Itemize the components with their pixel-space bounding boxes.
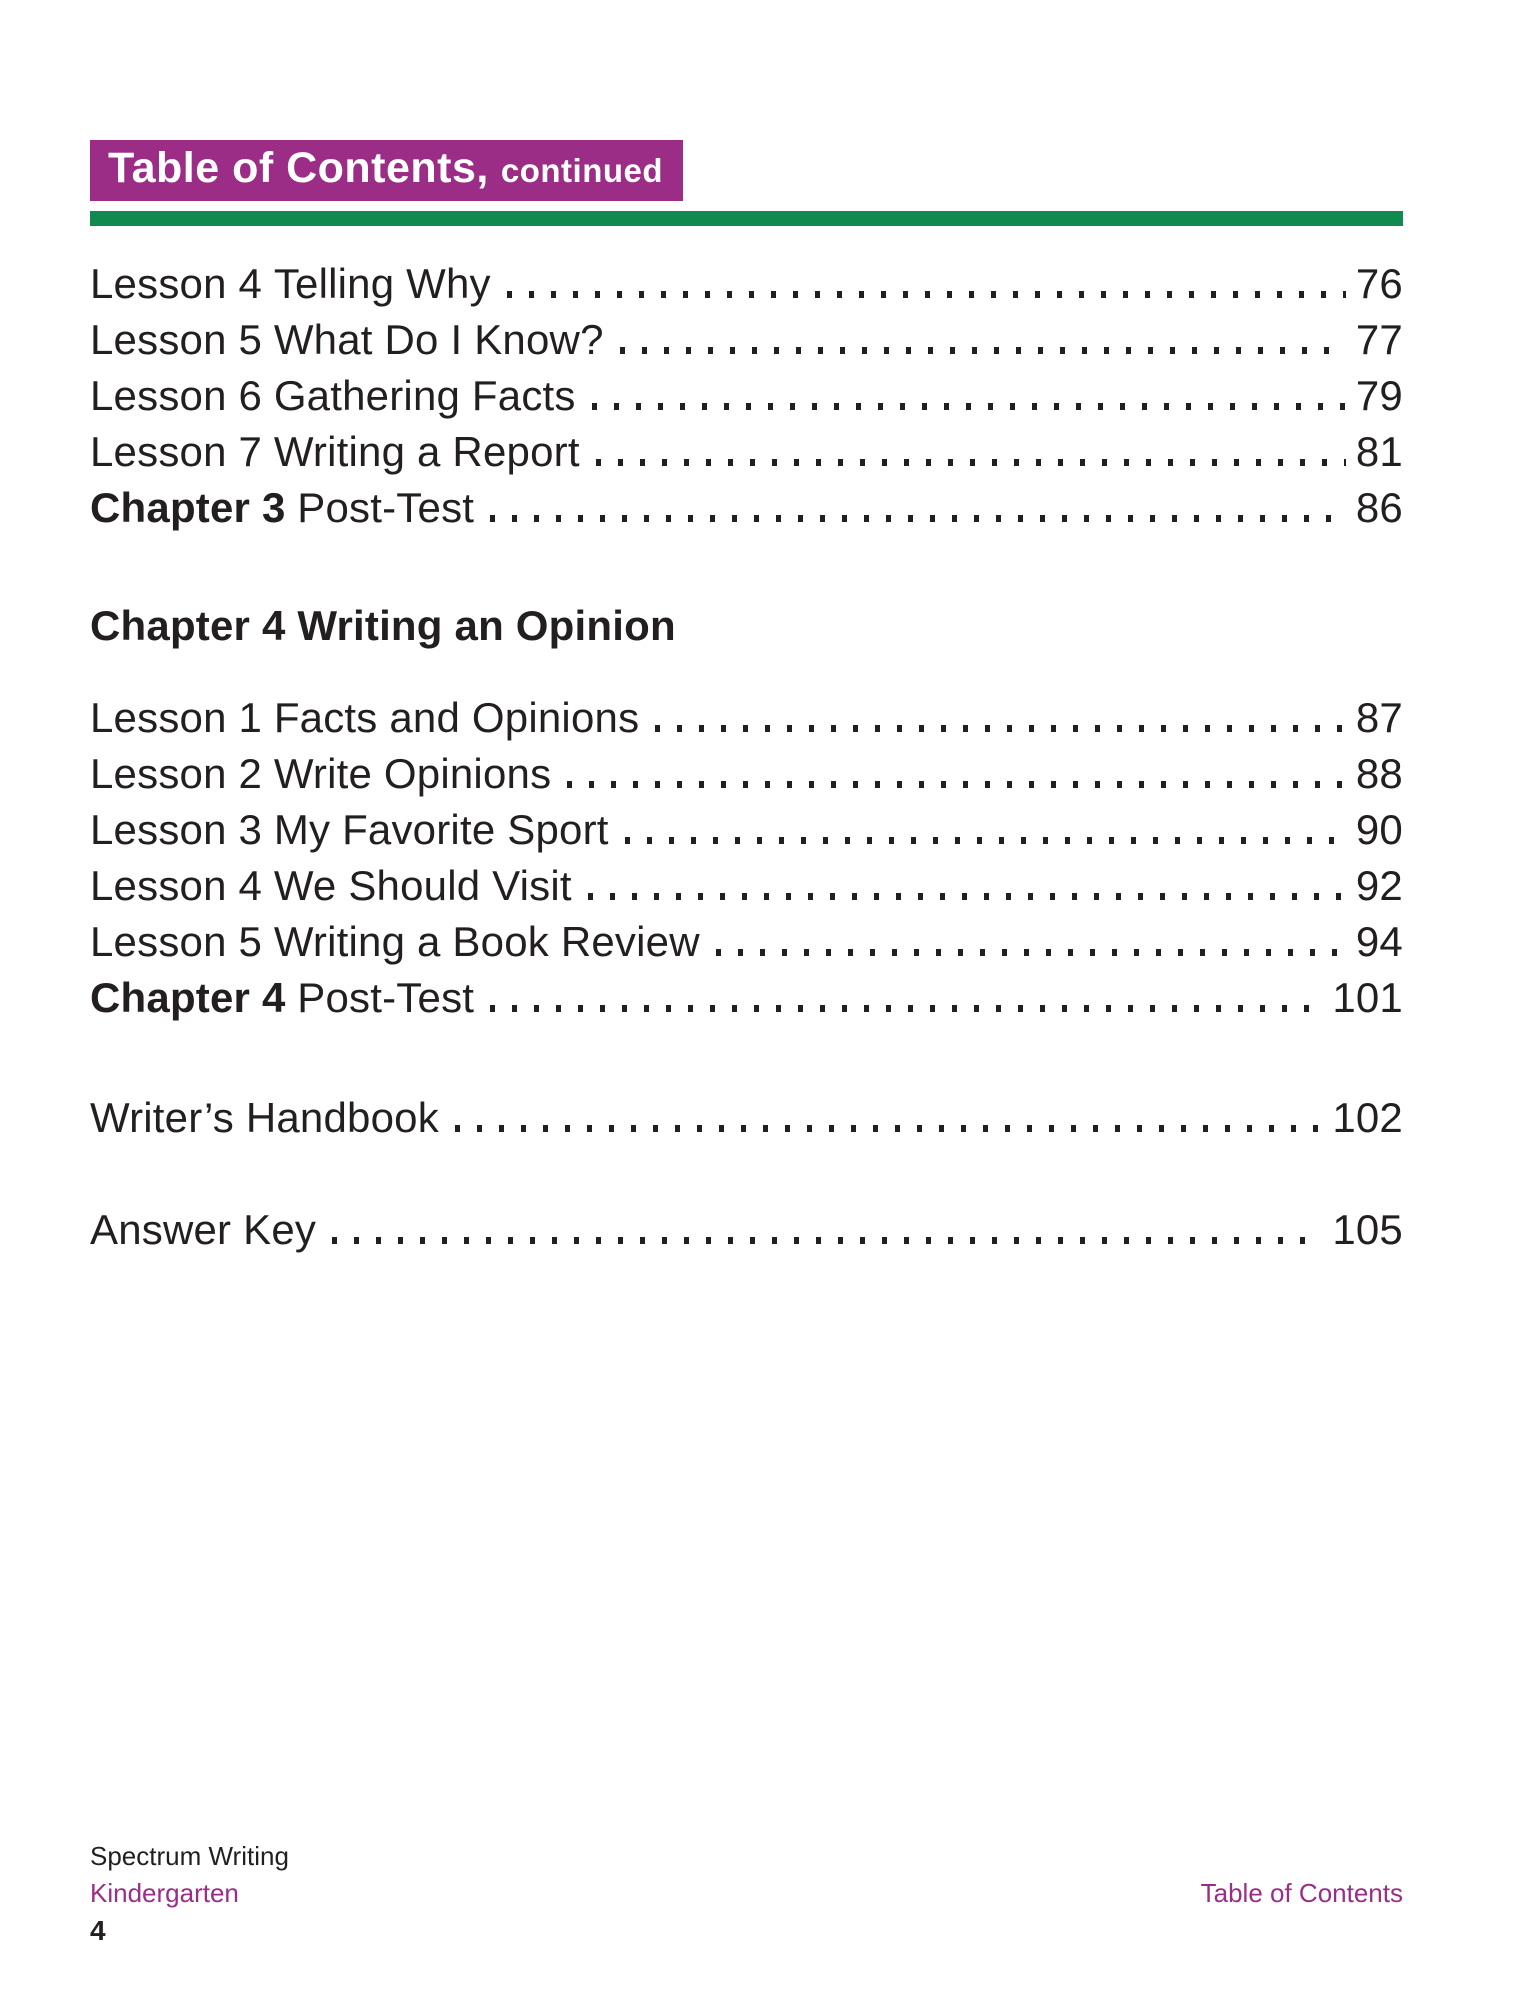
footer-series: Spectrum Writing [90, 1841, 289, 1871]
entry-title: Answer Key [90, 1206, 317, 1253]
toc-section-chapter3 [90, 256, 1403, 536]
page-title-continued: continued [500, 152, 664, 189]
dot-leader [332, 1237, 1322, 1244]
entry-lead: Lesson 7 [90, 428, 263, 475]
dot-leader [596, 459, 1346, 466]
dot-leader [588, 893, 1346, 900]
entry-title: Writing a Book Review [273, 918, 700, 965]
entry-title: What Do I Know? [273, 316, 604, 363]
entry-page-number: 81 [1355, 428, 1403, 475]
toc-entry [90, 1202, 1403, 1258]
dot-leader [455, 1125, 1322, 1132]
dot-leader [567, 781, 1346, 788]
entry-lead: Chapter 4 [90, 974, 286, 1021]
toc-entry [90, 914, 1403, 970]
entry-page-number: 86 [1355, 484, 1403, 531]
footer-section-label: Table of Contents [1200, 1878, 1403, 1908]
entry-lead: Lesson 1 [90, 694, 263, 741]
dot-leader [655, 725, 1346, 732]
header-rule [90, 211, 1403, 226]
entry-page-number: 102 [1332, 1094, 1403, 1141]
footer-grade: Kindergarten [90, 1878, 239, 1908]
toc-entry [90, 858, 1403, 914]
entry-title: Facts and Opinions [273, 694, 640, 741]
toc-entry [90, 368, 1403, 424]
entry-page-number: 76 [1355, 260, 1403, 307]
toc-entry [90, 424, 1403, 480]
entry-page-number: 79 [1355, 372, 1403, 419]
toc-entry [90, 970, 1403, 1026]
entry-title: Telling Why [273, 260, 491, 307]
entry-lead: Lesson 5 [90, 918, 263, 965]
page-title-banner [90, 140, 683, 201]
entry-title: Writing a Report [273, 428, 580, 475]
entry-page-number: 92 [1355, 862, 1403, 909]
toc-entry [90, 802, 1403, 858]
entry-title: Gathering Facts [273, 372, 576, 419]
dot-leader [716, 949, 1346, 956]
chapter-4-heading: Chapter 4 Writing an Opinion [90, 602, 676, 649]
dot-leader [490, 515, 1346, 522]
toc-entry [90, 256, 1403, 312]
toc-entry [90, 480, 1403, 536]
toc-entry [90, 746, 1403, 802]
entry-page-number: 94 [1355, 918, 1403, 965]
entry-lead: Lesson 2 [90, 750, 263, 797]
entry-lead: Lesson 6 [90, 372, 263, 419]
entry-lead: Lesson 5 [90, 316, 263, 363]
entry-page-number: 87 [1355, 694, 1403, 741]
entry-page-number: 101 [1332, 974, 1403, 1021]
entry-title: My Favorite Sport [273, 806, 609, 853]
toc-section-chapter4 [90, 690, 1403, 1026]
entry-lead: Lesson 4 [90, 862, 263, 909]
entry-title: Post-Test [297, 974, 475, 1021]
entry-title: Post-Test [297, 484, 475, 531]
entry-lead: Lesson 3 [90, 806, 263, 853]
entry-title: We Should Visit [273, 862, 572, 909]
entry-page-number: 88 [1355, 750, 1403, 797]
dot-leader [625, 837, 1346, 844]
dot-leader [620, 347, 1346, 354]
page-footer [90, 1838, 1403, 1949]
dot-leader [592, 403, 1346, 410]
page-title: Table of Contents, [108, 144, 489, 192]
toc-entry [90, 1090, 1403, 1146]
entry-lead: Chapter 3 [90, 484, 286, 531]
toc-entry [90, 690, 1403, 746]
toc-extras [90, 1090, 1403, 1258]
dot-leader [507, 291, 1346, 298]
footer-page-number: 4 [90, 1915, 106, 1946]
entry-page-number: 90 [1355, 806, 1403, 853]
entry-lead: Lesson 4 [90, 260, 263, 307]
toc-entry [90, 312, 1403, 368]
entry-page-number: 105 [1332, 1206, 1403, 1253]
entry-title: Write Opinions [273, 750, 552, 797]
entry-page-number: 77 [1355, 316, 1403, 363]
entry-title: Writer’s Handbook [90, 1094, 439, 1141]
dot-leader [490, 1005, 1322, 1012]
